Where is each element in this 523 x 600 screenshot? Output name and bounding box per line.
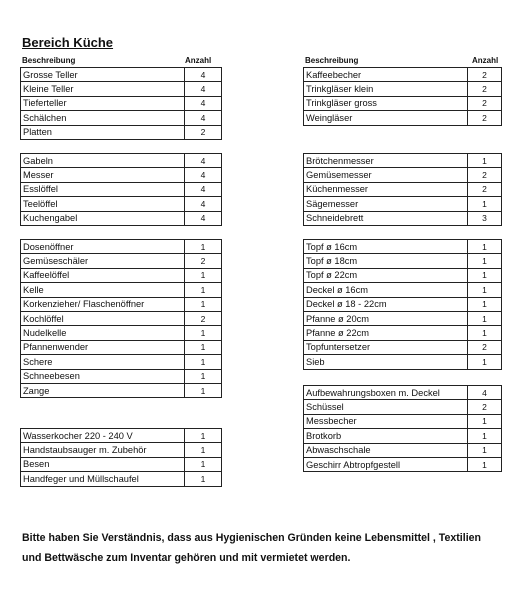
- table-row: [304, 311, 502, 325]
- table-row: [21, 457, 222, 471]
- item-count: 2: [468, 400, 502, 414]
- item-description: Trinkgläser gross: [304, 96, 468, 110]
- table-row: [21, 383, 222, 397]
- item-count: 2: [185, 125, 222, 139]
- item-count: 2: [468, 82, 502, 96]
- table-row: [304, 400, 502, 414]
- item-description: Esslöffel: [21, 182, 185, 196]
- table-row: [21, 355, 222, 369]
- item-description: Kochlöffel: [21, 311, 185, 325]
- item-count: 1: [468, 297, 502, 311]
- left-table-group-1: [20, 67, 222, 140]
- item-count: 4: [185, 211, 222, 225]
- item-count: 2: [468, 96, 502, 110]
- item-count: 4: [468, 386, 502, 400]
- item-description: Küchenmesser: [304, 182, 468, 196]
- item-count: 4: [185, 154, 222, 168]
- item-description: Schneebesen: [21, 369, 185, 383]
- item-count: 1: [468, 429, 502, 443]
- item-description: Tieferteller: [21, 96, 185, 110]
- item-description: Abwaschschale: [304, 443, 468, 457]
- item-description: Schüssel: [304, 400, 468, 414]
- table-row: [304, 182, 502, 196]
- item-count: 1: [185, 457, 222, 471]
- item-count: 1: [185, 429, 222, 443]
- item-count: 4: [185, 182, 222, 196]
- item-count: 1: [185, 472, 222, 486]
- table-row: [21, 283, 222, 297]
- item-count: 4: [185, 96, 222, 110]
- table-row: [21, 211, 222, 225]
- item-description: Deckel ø 18 - 22cm: [304, 297, 468, 311]
- item-description: Topf ø 16cm: [304, 240, 468, 254]
- item-description: Messbecher: [304, 414, 468, 428]
- item-count: 2: [468, 111, 502, 125]
- table-row: [21, 429, 222, 443]
- item-count: 1: [468, 443, 502, 457]
- table-row: [21, 197, 222, 211]
- item-description: Schere: [21, 355, 185, 369]
- table-row: [304, 82, 502, 96]
- item-count: 1: [185, 369, 222, 383]
- item-count: 1: [185, 283, 222, 297]
- table-row: [304, 457, 502, 471]
- table-row: [304, 197, 502, 211]
- table-row: [21, 68, 222, 82]
- item-count: 1: [185, 355, 222, 369]
- table-row: [304, 297, 502, 311]
- table-row: [21, 82, 222, 96]
- left-header-count: Anzahl: [185, 56, 212, 65]
- item-description: Schneidebrett: [304, 211, 468, 225]
- item-description: Weingläser: [304, 111, 468, 125]
- table-row: [304, 268, 502, 282]
- table-row: [304, 211, 502, 225]
- table-row: [21, 443, 222, 457]
- item-description: Handfeger und Müllschaufel: [21, 472, 185, 486]
- item-count: 2: [185, 254, 222, 268]
- item-count: 3: [468, 211, 502, 225]
- item-description: Pfanne ø 22cm: [304, 326, 468, 340]
- table-row: [21, 254, 222, 268]
- right-table-group-1: [303, 67, 502, 126]
- table-row: [304, 429, 502, 443]
- table-row: [21, 472, 222, 486]
- item-count: 4: [185, 82, 222, 96]
- item-description: Sägemesser: [304, 197, 468, 211]
- table-row: [21, 240, 222, 254]
- right-table-group-2: [303, 153, 502, 226]
- left-table-group-2: [20, 153, 222, 226]
- table-row: [304, 283, 502, 297]
- item-count: 1: [468, 268, 502, 282]
- item-count: 1: [468, 283, 502, 297]
- table-row: [21, 168, 222, 182]
- item-description: Topf ø 18cm: [304, 254, 468, 268]
- item-count: 2: [468, 340, 502, 354]
- item-description: Aufbewahrungsboxen m. Deckel: [304, 386, 468, 400]
- table-row: [304, 96, 502, 110]
- item-description: Teelöffel: [21, 197, 185, 211]
- item-count: 1: [185, 340, 222, 354]
- item-count: 1: [468, 240, 502, 254]
- table-row: [304, 168, 502, 182]
- table-row: [304, 154, 502, 168]
- left-table-group-4: [20, 428, 222, 487]
- table-row: [21, 125, 222, 139]
- item-description: Pfannenwender: [21, 340, 185, 354]
- table-row: [304, 326, 502, 340]
- item-description: Brötchenmesser: [304, 154, 468, 168]
- table-row: [304, 355, 502, 369]
- table-row: [21, 311, 222, 325]
- table-row: [21, 268, 222, 282]
- item-count: 1: [468, 254, 502, 268]
- item-description: Deckel ø 16cm: [304, 283, 468, 297]
- item-count: 4: [185, 111, 222, 125]
- item-count: 2: [468, 182, 502, 196]
- right-table-group-4: [303, 385, 502, 472]
- item-description: Handstaubsauger m. Zubehör: [21, 443, 185, 457]
- item-description: Topfuntersetzer: [304, 340, 468, 354]
- item-count: 1: [468, 154, 502, 168]
- item-count: 1: [468, 326, 502, 340]
- item-description: Korkenzieher/ Flaschenöffner: [21, 297, 185, 311]
- item-description: Geschirr Abtropfgestell: [304, 457, 468, 471]
- right-header-count: Anzahl: [472, 56, 499, 65]
- table-row: [304, 240, 502, 254]
- item-count: 1: [185, 326, 222, 340]
- table-row: [21, 111, 222, 125]
- table-row: [21, 340, 222, 354]
- item-count: 1: [468, 355, 502, 369]
- item-count: 1: [468, 311, 502, 325]
- table-row: [304, 340, 502, 354]
- item-description: Besen: [21, 457, 185, 471]
- table-row: [304, 443, 502, 457]
- item-description: Gabeln: [21, 154, 185, 168]
- item-count: 2: [468, 68, 502, 82]
- item-description: Wasserkocher 220 - 240 V: [21, 429, 185, 443]
- item-description: Schälchen: [21, 111, 185, 125]
- table-row: [21, 369, 222, 383]
- table-row: [304, 254, 502, 268]
- item-description: Topf ø 22cm: [304, 268, 468, 282]
- table-row: [21, 326, 222, 340]
- left-table-group-3: [20, 239, 222, 398]
- table-row: [21, 154, 222, 168]
- item-description: Kelle: [21, 283, 185, 297]
- item-description: Kleine Teller: [21, 82, 185, 96]
- item-description: Trinkgläser klein: [304, 82, 468, 96]
- item-count: 4: [185, 168, 222, 182]
- item-count: 1: [185, 383, 222, 397]
- item-count: 1: [468, 197, 502, 211]
- item-count: 2: [468, 168, 502, 182]
- item-count: 1: [185, 297, 222, 311]
- hygiene-note: Bitte haben Sie Verständnis, dass aus Hygienischen Gründen keine Lebensmittel , Textilien und Bettwäsche zum Inventar gehören und mit vermietet werden.: [22, 532, 481, 564]
- item-description: Messer: [21, 168, 185, 182]
- item-count: 1: [185, 268, 222, 282]
- item-description: Sieb: [304, 355, 468, 369]
- table-row: [304, 68, 502, 82]
- item-count: 1: [185, 443, 222, 457]
- item-description: Zange: [21, 383, 185, 397]
- item-count: 4: [185, 68, 222, 82]
- item-description: Gemüseschäler: [21, 254, 185, 268]
- right-header-description: Beschreibung: [305, 56, 359, 65]
- page-title: Bereich Küche: [22, 35, 114, 50]
- item-description: Kaffeelöffel: [21, 268, 185, 282]
- item-description: Dosenöffner: [21, 240, 185, 254]
- table-row: [21, 96, 222, 110]
- item-description: Grosse Teller: [21, 68, 185, 82]
- item-count: 1: [185, 240, 222, 254]
- right-table-group-3: [303, 239, 502, 370]
- item-description: Gemüsemesser: [304, 168, 468, 182]
- table-row: [21, 297, 222, 311]
- table-row: [304, 111, 502, 125]
- table-row: [304, 414, 502, 428]
- item-description: Pfanne ø 20cm: [304, 311, 468, 325]
- item-description: Brotkorb: [304, 429, 468, 443]
- item-count: 1: [468, 457, 502, 471]
- table-row: [21, 182, 222, 196]
- left-header-description: Beschreibung: [22, 56, 76, 65]
- table-row: [304, 386, 502, 400]
- item-count: 2: [185, 311, 222, 325]
- item-description: Nudelkelle: [21, 326, 185, 340]
- item-description: Platten: [21, 125, 185, 139]
- item-count: 4: [185, 197, 222, 211]
- item-count: 1: [468, 414, 502, 428]
- item-description: Kaffeebecher: [304, 68, 468, 82]
- item-description: Kuchengabel: [21, 211, 185, 225]
